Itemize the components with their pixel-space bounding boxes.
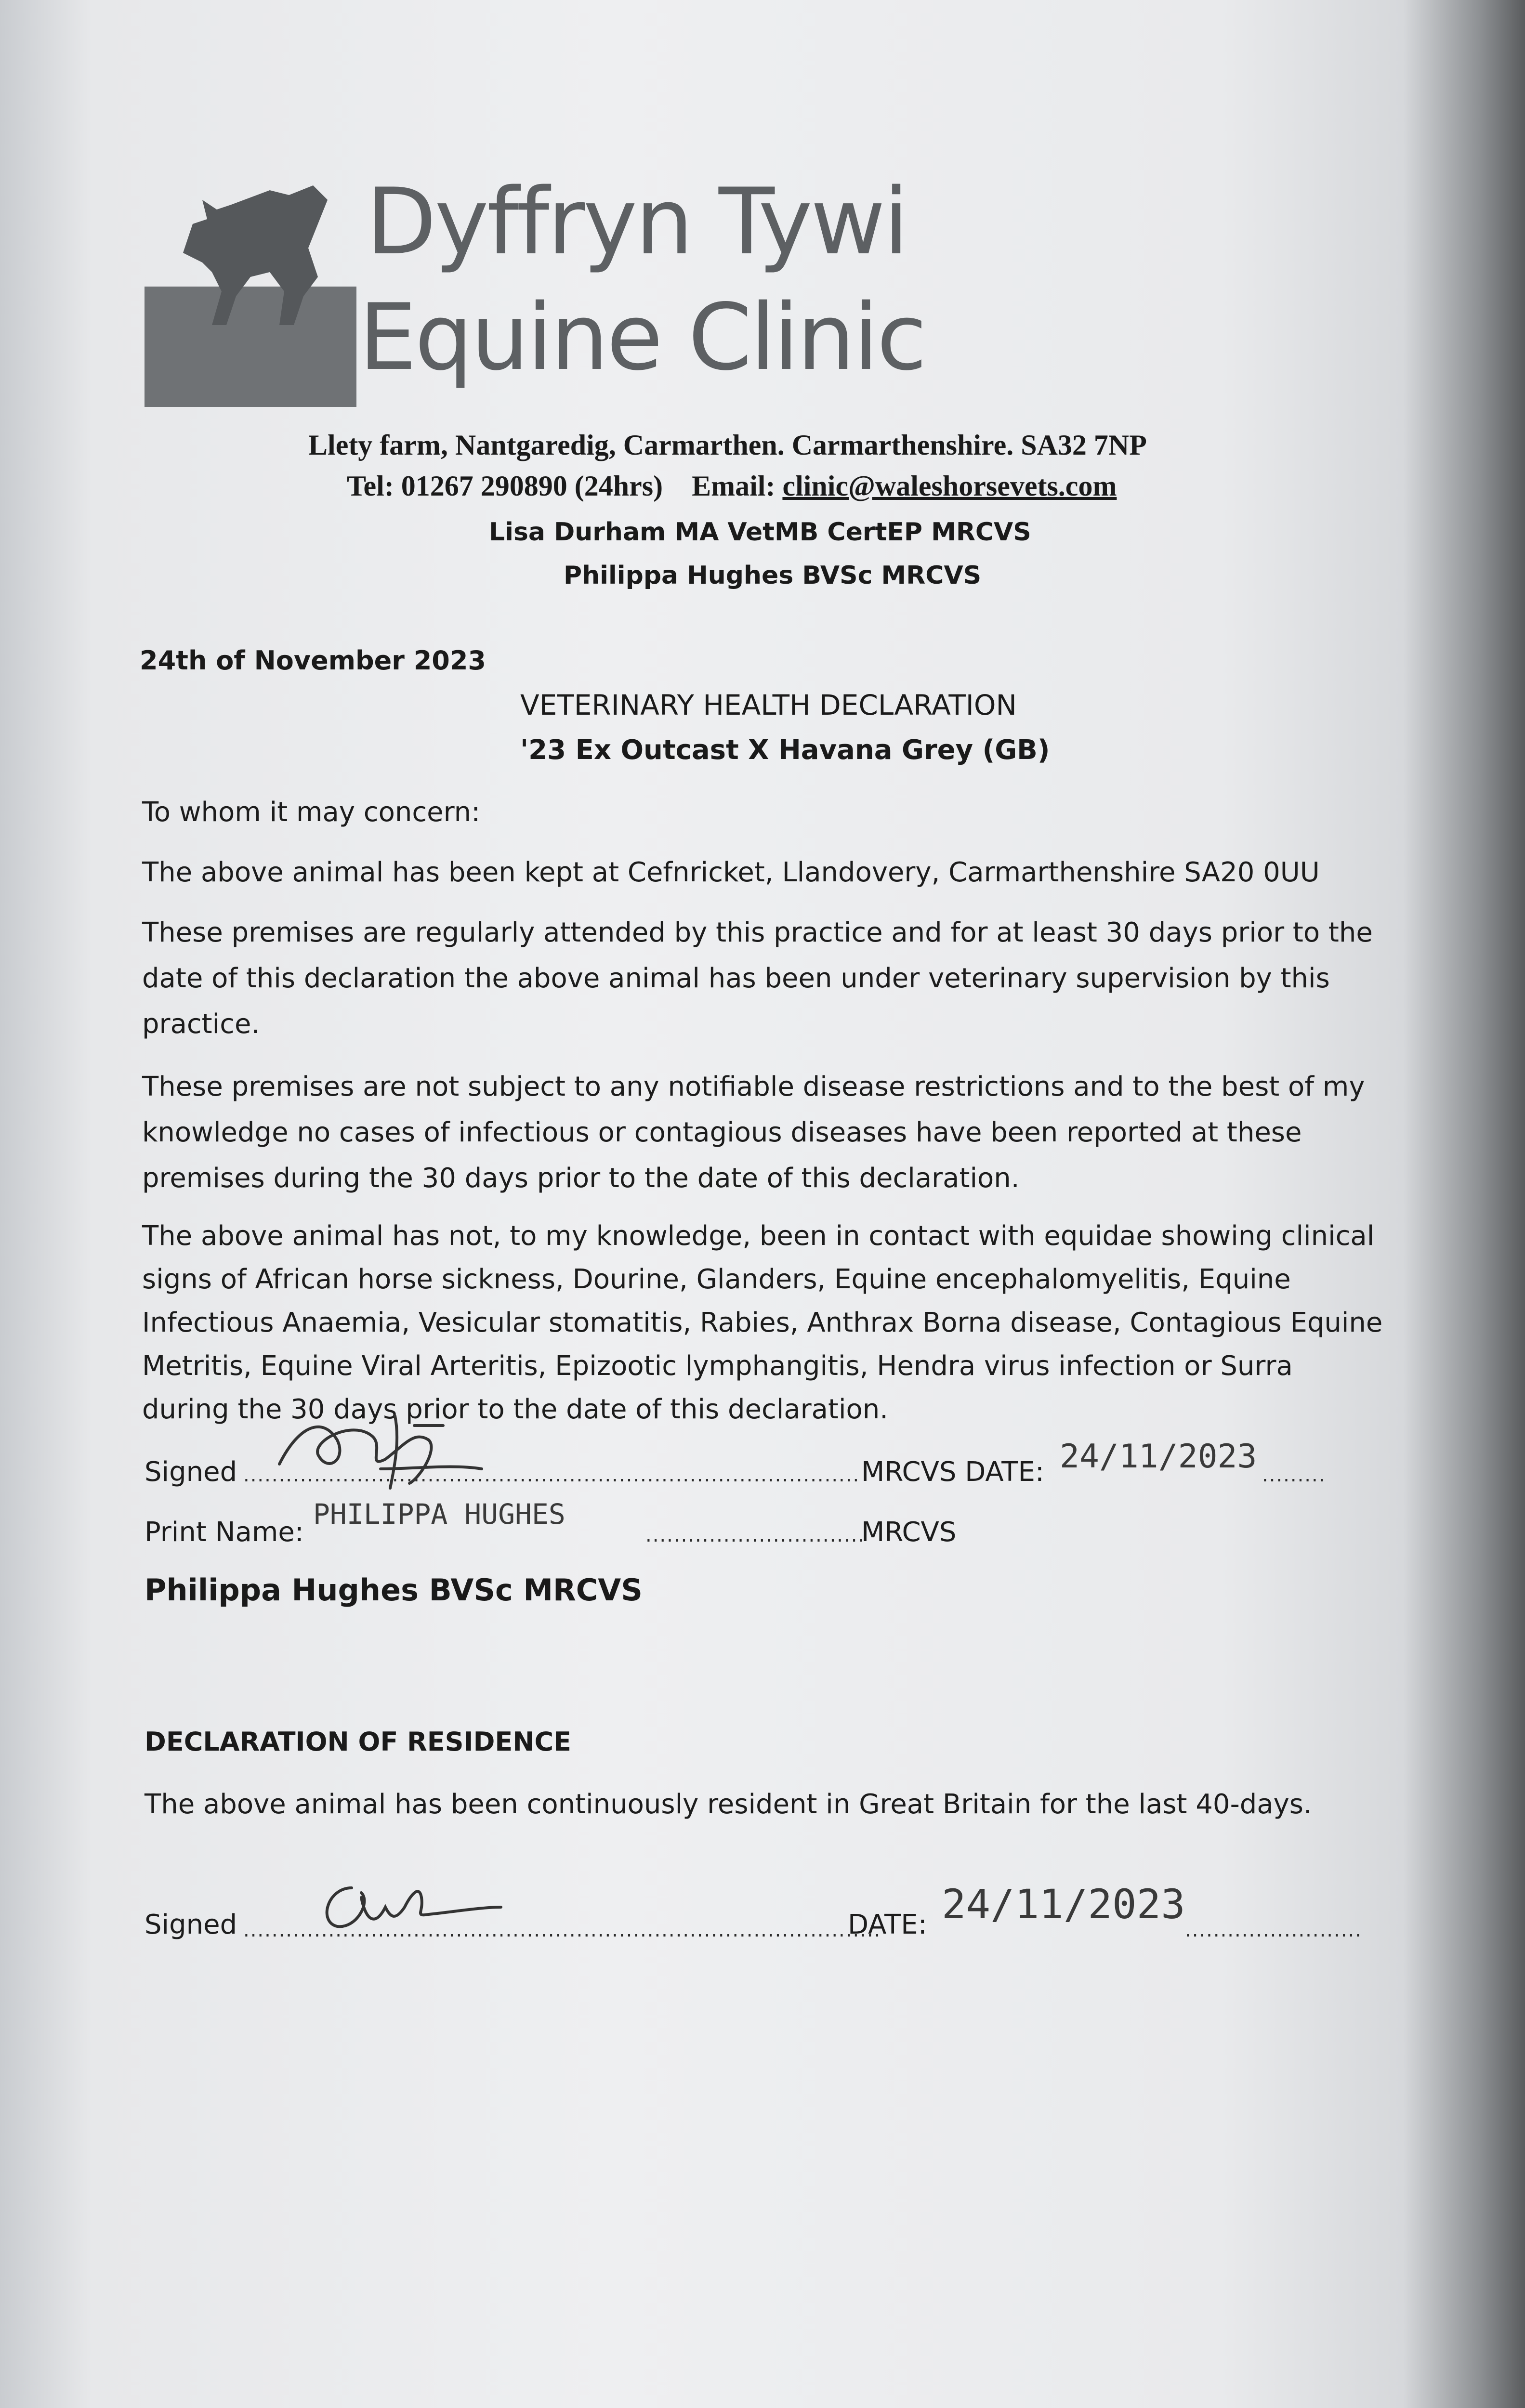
vet-signature [270,1397,501,1493]
paragraph-supervision-line2: date of this declaration the above animal has been under veterinary supervision by this [142,963,1330,994]
vet-2: Philippa Hughes BVSc MRCVS [564,561,982,590]
paragraph-restrictions-line1: These premises are not subject to any notifiable disease restrictions and to the best of my [142,1071,1365,1102]
paragraph-kept-at: The above animal has been kept at Cefnricket, Llandovery, Carmarthenshire SA20 0UU [142,857,1320,888]
signature-date: 24/11/2023 [1060,1438,1257,1476]
clinic-name-line2: Equine Clinic [359,284,925,391]
letter-date: 24th of November 2023 [140,645,486,676]
residence-date-label: DATE: [848,1909,927,1940]
clinic-address: Llety farm, Nantgaredig, Carmarthen. Carmarthenshire. SA32 7NP [308,429,1147,461]
paragraph-restrictions-line2: knowledge no cases of infectious or contagious diseases have been reported at these [142,1117,1302,1148]
animal-subject: '23 Ex Outcast X Havana Grey (GB) [520,734,1050,766]
paragraph-contact-line1: The above animal has not, to my knowledge, been in contact with equidae showing clinical [142,1220,1375,1252]
owner-signature [308,1869,511,1950]
clinic-logo [145,181,356,407]
print-mrcvs-label: MRCVS [861,1517,957,1548]
clinic-contact [347,470,1117,503]
clinic-name-line1: Dyffryn Tywi [366,169,907,275]
salutation: To whom it may concern: [142,797,480,828]
paragraph-contact-line2: signs of African horse sickness, Dourine, Glanders, Equine encephalomyelitis, Equine [142,1264,1291,1295]
paragraph-contact-line5: during the 30 days prior to the date of this declaration. [142,1394,889,1425]
print-name-line: ............................... [645,1524,866,1546]
signature-line: ....................................................................................... [243,1464,860,1486]
clinic-email-link[interactable]: clinic@waleshorsevets.com [782,470,1117,502]
vet-name-typed: Philippa Hughes BVSc MRCVS [145,1572,643,1608]
clinic-tel: Tel: 01267 290890 (24hrs) [347,470,663,502]
paragraph-supervision-line3: practice. [142,1008,260,1040]
print-name-handwritten: PHILIPPA HUGHES [313,1498,565,1531]
paragraph-restrictions-line3: premises during the 30 days prior to the date of this declaration. [142,1163,1020,1194]
signed-label: Signed [145,1456,237,1488]
document-title: VETERINARY HEALTH DECLARATION [520,689,1017,721]
residence-heading: DECLARATION OF RESIDENCE [145,1727,572,1757]
residence-date-line: ......................... [1185,1919,1362,1941]
paragraph-contact-line4: Metritis, Equine Viral Arteritis, Epizootic lymphangitis, Hendra virus infection or Surra [142,1350,1293,1382]
vet-1: Lisa Durham MA VetMB CertEP MRCVS [489,518,1031,547]
residence-date: 24/11/2023 [942,1881,1185,1928]
paragraph-contact-line3: Infectious Anaemia, Vesicular stomatitis, Rabies, Anthrax Borna disease, Contagious Equine [142,1307,1383,1338]
paragraph-supervision-line1: These premises are regularly attended by this practice and for at least 30 days prior to the [142,917,1373,948]
date-line: ......... [1262,1464,1326,1486]
horse-icon [173,181,337,325]
residence-text: The above animal has been continuously resident in Great Britain for the last 40-days. [145,1789,1312,1820]
residence-signature-line: .......................................................................................... [243,1919,881,1941]
clinic-email-label: Email: [692,470,776,502]
print-name-label: Print Name: [145,1517,304,1548]
residence-signed-label: Signed [145,1909,237,1940]
mrcvs-date-label: MRCVS DATE: [861,1456,1044,1488]
